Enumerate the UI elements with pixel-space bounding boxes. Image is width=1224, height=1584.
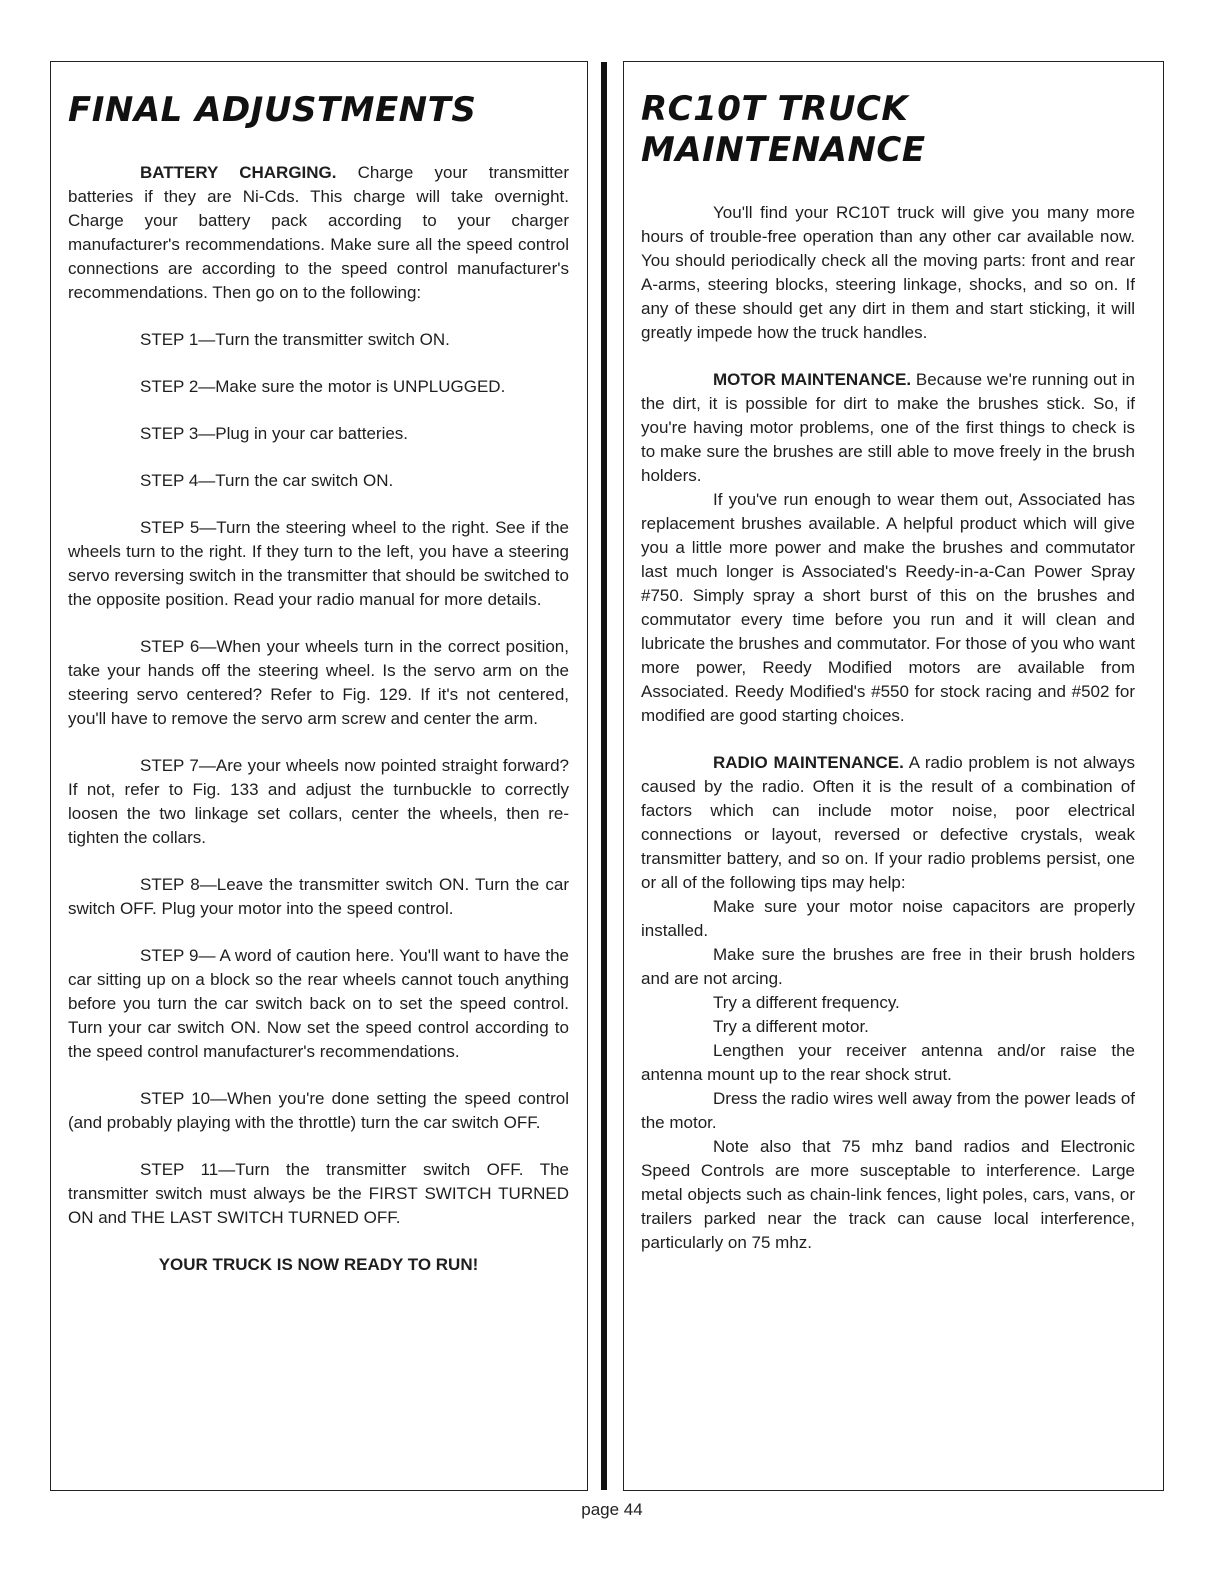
truck-maintenance-body [641,201,1135,1255]
radio-maintenance-paragraph [641,751,1135,895]
step-9: STEP 9— A word of caution here. You'll want to have the car sitting up on a block so the rear wheels cannot touch anything before you turn the car switch back on to set the speed control. Turn your car switch ON. Now set the speed control according to the speed control manufacturer's recommendations. [68,946,569,1061]
battery-charging-paragraph [68,161,569,305]
radio-tip: Make sure the brushes are free in their brush holders and are not arcing. [641,945,1135,988]
radio-tip: Note also that 75 mhz band radios and Electronic Speed Controls are more susceptable to interference. Large metal objects such as chain-link fences, light poles, cars, vans, or trailers parked near the track can cause local interference, particularly on 75 mhz. [641,1137,1135,1252]
radio-maintenance-heading: RADIO MAINTENANCE. [713,753,904,772]
final-adjustments-body [68,161,569,1277]
ready-to-run-notice: YOUR TRUCK IS NOW READY TO RUN! [158,1255,479,1274]
intro-paragraph: You'll find your RC10T truck will give you many more hours of trouble-free operation than any other car available now. You should periodically check all the moving parts: front and rear A-arms, steering blocks, steering linkage, shocks, and so on. If any of these should get any dirt in them and start sticking, it will greatly impede how the truck handles. [641,203,1135,342]
step-6: STEP 6—When your wheels turn in the correct position, take your hands off the steering wheel. Is the servo arm on the steering servo centered? Refer to Fig. 129. If it's not centered, you'll have to remove the servo arm screw and center the arm. [68,637,569,728]
radio-tip: Lengthen your receiver antenna and/or raise the antenna mount up to the rear shock strut. [641,1041,1135,1084]
final-adjustments-title: FINAL ADJUSTMENTS [68,90,477,130]
battery-charging-heading: BATTERY CHARGING. [140,163,337,182]
radio-tip: Try a different frequency. [713,993,900,1012]
battery-charging-text: Charge your transmitter batteries if they are Ni-Cds. This charge will take overnight. Charge your battery pack according to your charger manufacturer's recommendations. Make sure all the speed control connections are according to the speed control manufacturer's recommendations. Then go on to the following: [68,163,569,302]
final-adjustments-panel [50,61,588,1491]
column-divider [601,62,607,1490]
motor-maintenance-heading: MOTOR MAINTENANCE. [713,370,912,389]
motor-maintenance-paragraph [641,368,1135,488]
radio-maintenance-text: A radio problem is not always caused by the radio. Often it is the result of a combination of factors which can include motor noise, poor electrical connections or layout, reversed or defective crystals, weak transmitter battery, and so on. If your radio problems persist, one or all of the following tips may help: [641,753,1135,892]
motor-maintenance-paragraph-2: If you've run enough to wear them out, Associated has replacement brushes available. A helpful product which will give you a little more power and make the brushes and commutator last much longer is Associated's Reedy-in-a-Can Power Spray #750. Simply spray a short burst of this on the brushes and commutator every time before you run and it will clean and lubricate the brushes and commutator. For those of you who want more power, Reedy Modified motors are available from Associated. Reedy Modified's #550 for stock racing and #502 for modified are good starting choices. [641,490,1135,725]
step-1: STEP 1—Turn the transmitter switch ON. [140,330,450,349]
step-7: STEP 7—Are your wheels now pointed straight forward? If not, refer to Fig. 133 and adjust the turnbuckle to correctly loosen the two linkage set collars, center the wheels, then re-tighten the collars. [68,756,569,847]
motor-maintenance-text: Because we're running out in the dirt, it is possible for dirt to make the brushes stick. So, if you're having motor problems, one of the first things to check is to make sure the brushes are still able to move freely in the brush holders. [641,370,1135,485]
step-2: STEP 2—Make sure the motor is UNPLUGGED. [140,377,506,396]
step-5: STEP 5—Turn the steering wheel to the right. See if the wheels turn to the right. If they turn to the left, you have a steering servo reversing switch in the transmitter that should be switched to the opposite position. Read your radio manual for more details. [68,518,569,609]
step-11: STEP 11—Turn the transmitter switch OFF. The transmitter switch must always be the FIRST SWITCH TURNED ON and THE LAST SWITCH TURNED OFF. [68,1160,569,1227]
step-8: STEP 8—Leave the transmitter switch ON. Turn the car switch OFF. Plug your motor into the speed control. [68,875,569,918]
truck-maintenance-title [641,89,926,171]
radio-tip: Dress the radio wires well away from the power leads of the motor. [641,1089,1135,1132]
title-line-2: MAINTENANCE [641,130,926,170]
radio-tip: Try a different motor. [713,1017,869,1036]
step-4: STEP 4—Turn the car switch ON. [140,471,394,490]
step-10: STEP 10—When you're done setting the speed control (and probably playing with the throttle) turn the car switch OFF. [68,1089,569,1132]
page-number: page 44 [581,1500,643,1519]
truck-maintenance-panel [623,61,1164,1491]
title-line-1: RC10T TRUCK [641,89,909,129]
step-3: STEP 3—Plug in your car batteries. [140,424,409,443]
radio-tip: Make sure your motor noise capacitors are properly installed. [641,897,1135,940]
